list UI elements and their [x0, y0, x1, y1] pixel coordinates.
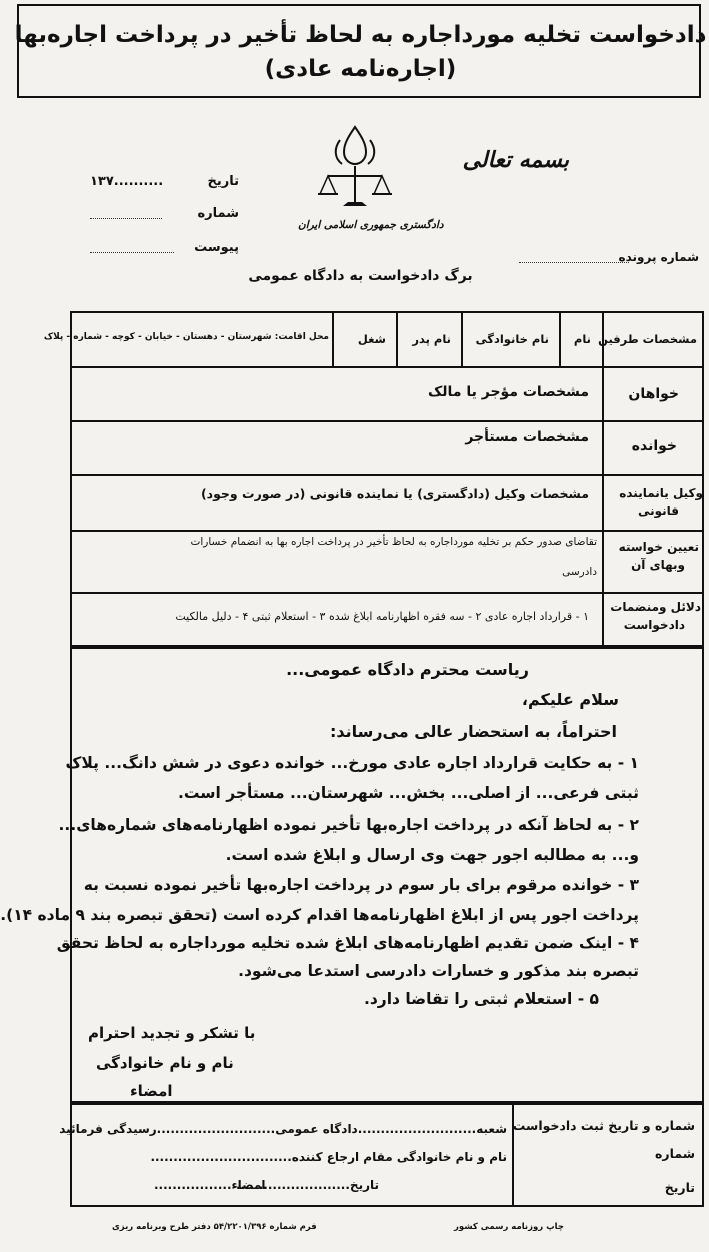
footer-sign[interactable]: امضاء................. [154, 1178, 266, 1192]
attachment-label: پیوست [194, 240, 239, 255]
iran-emblem-icon [310, 122, 400, 222]
paragraph-2a: ۲ - به لحاظ آنکه در پرداخت اجاره‌بها تأخیر نموده اظهارنامه‌های شماره‌های... [58, 816, 639, 834]
file-number-field[interactable] [519, 262, 629, 263]
col-residence: محل اقامت: شهرستان - دهستان - خیابان - کوچه - شماره - پلاک [43, 332, 329, 342]
paragraph-3a: ۳ - خوانده مرقوم برای بار سوم در پرداخت اجاره‌بها تأخیر نموده نسبت به [83, 876, 639, 894]
paragraph-1a: ۱ - به حکایت قرارداد اجاره عادی مورخ... خوانده دعوی در شش دانگ... پلاک [65, 754, 639, 772]
evidence-label-2: دادخواست [623, 618, 685, 632]
evidence-value[interactable]: ۱ - قرارداد اجاره عادی ۲ - سه فقره اظهارنامه ابلاغ شده ۳ - استعلام ثبتی ۴ - دلیل مالکیت [175, 610, 589, 623]
reg-number[interactable]: شماره [655, 1146, 695, 1161]
page-subtitle: (اجاره‌نامه عادی) [264, 56, 457, 82]
col-job: شغل [357, 332, 386, 346]
paragraph-3b: پرداخت اجور پس از ابلاغ اظهارنامه‌ها اقدام کرده است (تحقق تبصره بند ۹ ماده ۱۴). [0, 906, 639, 924]
paragraph-5: ۵ - استعلام ثبتی را تقاضا دارد. [363, 990, 599, 1008]
invocation-text: بسمه تعالی [462, 148, 569, 173]
number-field[interactable] [90, 218, 162, 219]
file-number-label: شماره پرونده [618, 250, 699, 264]
plaintiff-value[interactable]: مشخصات مؤجر یا مالک [427, 384, 589, 400]
footer-date[interactable]: تاریخ......................... [235, 1178, 379, 1192]
col-father: نام پدر [412, 332, 451, 346]
intro: احتراماً، به استحضار عالی می‌رساند: [329, 722, 617, 741]
title-box [17, 4, 701, 98]
print-note-right: چاپ روزنامه رسمی کشور [454, 1222, 564, 1232]
col-family: نام خانوادگی [475, 332, 549, 346]
paragraph-4a: ۴ - اینک ضمن تقدیم اظهارنامه‌های ابلاغ شده تخلیه مورداجاره به لحاظ تحقق [56, 934, 639, 952]
date-label: تاریخ [207, 174, 239, 189]
defendant-value[interactable]: مشخصات مستأجر [465, 429, 589, 445]
claim-label-2: وبهای آن [631, 558, 685, 572]
greeting: سلام علیکم، [521, 690, 619, 709]
defendant-label: خوانده [631, 438, 677, 454]
lawyer-value[interactable]: مشخصات وکیل (دادگستری) یا نماینده قانونی (در صورت وجود) [200, 486, 589, 501]
lawyer-label-2: قانونی [637, 504, 679, 518]
claim-label-1: تعیین خواسته [618, 540, 699, 554]
col-parties: مشخصات طرفین [598, 332, 697, 346]
lawyer-label-1: وکیل یانماینده [619, 486, 703, 500]
salutation: ریاست محترم دادگاه عمومی... [286, 660, 529, 679]
attachment-field[interactable] [90, 252, 174, 253]
reg-date[interactable]: تاریخ [664, 1180, 695, 1195]
branch-line[interactable]: شعبه..........................دادگاه عمومی..........................رسیدگی فرمائید [59, 1122, 507, 1136]
claim-value-1[interactable]: تقاضای صدور حکم بر تخلیه مورداجاره به لحاظ تأخیر در پرداخت اجاره بها به انضمام خسارات [190, 536, 597, 548]
signature-label[interactable]: امضاء [130, 1082, 173, 1100]
date-value: ۱۳۷.......... [90, 174, 164, 189]
referrer-line[interactable]: نام و نام خانوادگی مقام ارجاع کننده............................... [150, 1150, 507, 1164]
paragraph-4b: تبصره بند مذکور و خسارات دادرسی استدعا می‌شود. [238, 962, 639, 980]
reg-label: شماره و تاریخ ثبت دادخواست [512, 1118, 695, 1133]
evidence-label-1: دلائل ومنضمات [610, 600, 701, 614]
page-title: دادخواست تخلیه مورداجاره به لحاظ تأخیر در پرداخت اجاره‌بها [14, 22, 707, 48]
signer-name: نام و نام خانوادگی [96, 1054, 234, 1072]
col-name: نام [573, 332, 591, 346]
paragraph-2b: و... به مطالبه اجور جهت وی ارسال و ابلاغ شده است. [225, 846, 639, 864]
emblem-caption: دادگستری جمهوری اسلامی ایران [298, 219, 444, 231]
plaintiff-label: خواهان [628, 386, 679, 402]
print-note-left: فرم شماره ۵۴/۲۲۰۱/۳۹۶ دفتر طرح وبرنامه ریزی [112, 1222, 317, 1232]
paragraph-1b: ثبتی فرعی... از اصلی... بخش... شهرستان... مستأجر است. [177, 784, 639, 802]
number-label: شماره [197, 206, 239, 221]
form-heading: برگ دادخواست به دادگاه عمومی [248, 268, 473, 284]
claim-value-2: دادرسی [562, 566, 597, 578]
closing: با تشکر و تجدید احترام [88, 1024, 256, 1042]
parties-table [70, 311, 704, 647]
